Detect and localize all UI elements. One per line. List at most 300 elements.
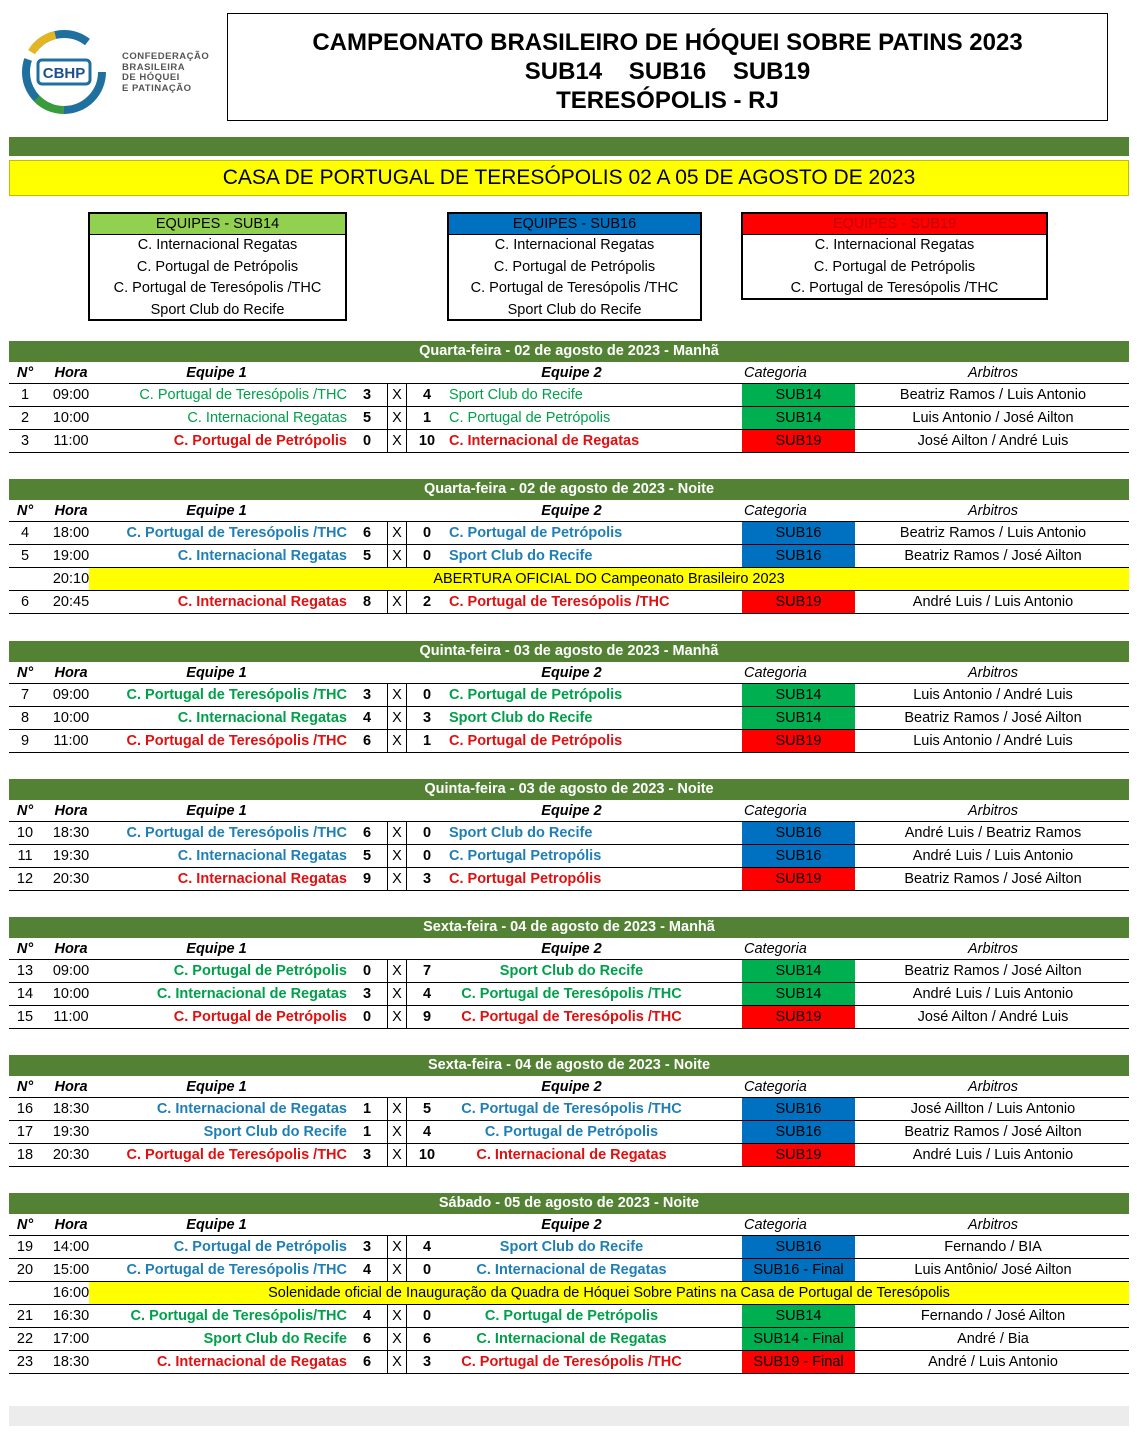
match-row (9, 1098, 1129, 1121)
match-arb: José Aillton / Luis Antonio (910, 1101, 1076, 1117)
match-eq2: Sport Club do Recife (449, 710, 593, 726)
match-n: 23 (16, 1354, 34, 1370)
column-header-num: N° (16, 365, 34, 381)
match-s2: 1 (422, 410, 432, 426)
column-header-cat: Categoria (744, 1217, 807, 1233)
match-cat: SUB14 (742, 1305, 855, 1327)
column-header-row (9, 800, 1129, 822)
team-item: C. Internacional Regatas (814, 237, 975, 253)
match-eq1: C. Portugal de Petrópolis (173, 1009, 347, 1025)
match-x: X (387, 983, 407, 1005)
title-line-3: TERESÓPOLIS - RJ (556, 87, 779, 114)
match-eq2: C. Portugal de Petrópolis (449, 525, 623, 541)
match-s1: 8 (362, 594, 372, 610)
match-eq1: C. Portugal de Teresópolis /THC (126, 825, 347, 841)
match-n: 7 (20, 687, 30, 703)
match-row (9, 1282, 1129, 1305)
match-s1: 0 (362, 433, 372, 449)
match-cat: SUB19 (742, 1006, 855, 1028)
match-row (9, 522, 1129, 545)
match-s2: 0 (422, 848, 432, 864)
match-x: X (387, 822, 407, 844)
match-n: 1 (20, 387, 30, 403)
match-s1: 3 (362, 1239, 372, 1255)
match-eq1: C. Internacional de Regatas (156, 1354, 347, 1370)
match-s2: 0 (422, 548, 432, 564)
match-s2: 0 (422, 1262, 432, 1278)
match-cat: SUB16 (742, 845, 855, 867)
match-row (9, 822, 1129, 845)
column-header-arb: Arbitros (968, 665, 1018, 681)
column-header-eq1: Equipe 1 (186, 503, 247, 519)
match-s2: 7 (422, 963, 432, 979)
column-header-eq2: Equipe 2 (541, 665, 602, 681)
logo-line: CONFEDERAÇÃO (122, 51, 210, 62)
match-s1: 0 (362, 963, 372, 979)
column-header-cat: Categoria (744, 503, 807, 519)
match-arb: José Ailton / André Luis (917, 1009, 1069, 1025)
schedule-section (9, 1193, 1129, 1374)
column-header-eq2: Equipe 2 (541, 1217, 602, 1233)
schedule-section (9, 917, 1129, 1029)
match-row (9, 1328, 1129, 1351)
teams-sub19 (741, 212, 1048, 300)
team-item: C. Portugal de Teresópolis /THC (790, 280, 999, 296)
match-s1: 6 (362, 1354, 372, 1370)
cbhp-logo-icon (20, 28, 108, 116)
match-cat: SUB14 - Final (742, 1328, 855, 1350)
match-eq2: C. Portugal Petropólis (449, 848, 602, 864)
match-row (9, 868, 1129, 891)
match-hora: 16:00 (52, 1285, 90, 1301)
column-header-num: N° (16, 1217, 34, 1233)
match-hora: 18:00 (52, 525, 90, 541)
match-n: 10 (16, 825, 34, 841)
column-header-cat: Categoria (744, 365, 807, 381)
match-eq1: C. Portugal de Teresópolis /THC (126, 687, 347, 703)
match-hora: 11:00 (53, 733, 89, 749)
teams-sub16-header: EQUIPES - SUB16 (449, 214, 700, 235)
match-cat: SUB19 (742, 430, 855, 452)
match-eq2: C. Portugal de Petrópolis (484, 1124, 659, 1140)
match-row (9, 545, 1129, 568)
match-arb: Beatriz Ramos / José Ailton (904, 963, 1082, 979)
match-s1: 4 (362, 1308, 372, 1324)
match-hora: 19:30 (52, 848, 90, 864)
column-header-row (9, 938, 1129, 960)
match-s2: 1 (422, 733, 432, 749)
match-arb: André Luis / Luis Antonio (912, 848, 1074, 864)
column-header-eq1: Equipe 1 (186, 803, 247, 819)
match-eq1: C. Portugal de Teresópolis /THC (126, 733, 347, 749)
match-row (9, 1006, 1129, 1029)
match-s2: 0 (422, 687, 432, 703)
match-arb: André Luis / Beatriz Ramos (904, 825, 1082, 841)
cbhp-logo (20, 28, 215, 118)
column-header-eq2: Equipe 2 (541, 1079, 602, 1095)
column-header-hora: Hora (54, 1217, 88, 1233)
match-x: X (387, 545, 407, 567)
match-n: 12 (16, 871, 34, 887)
match-row (9, 684, 1129, 707)
column-header-hora: Hora (54, 803, 88, 819)
column-header-eq1: Equipe 1 (186, 1079, 247, 1095)
match-hora: 16:30 (52, 1308, 90, 1324)
section-title: Sexta-feira - 04 de agosto de 2023 - Manhã (9, 917, 1129, 938)
match-s2: 5 (422, 1101, 432, 1117)
match-eq2: C. Internacional de Regatas (476, 1331, 667, 1347)
team-item: C. Portugal de Petrópolis (136, 258, 299, 275)
match-row (9, 983, 1129, 1006)
match-arb: André Luis / Luis Antonio (912, 986, 1074, 1002)
match-eq1: C. Internacional Regatas (177, 710, 347, 726)
match-hora: 11:00 (53, 433, 89, 449)
match-n: 6 (20, 594, 30, 610)
match-n: 20 (16, 1262, 34, 1278)
match-x: X (387, 1259, 407, 1281)
match-cat: SUB14 (742, 384, 855, 406)
teams-sub14 (88, 212, 347, 321)
match-s1: 4 (362, 710, 372, 726)
section-title: Quinta-feira - 03 de agosto de 2023 - Noite (9, 779, 1129, 800)
event-banner: Solenidade oficial de Inauguração da Quadra de Hóquei Sobre Patins na Casa de Portugal de Teresópolis (89, 1282, 1129, 1304)
team-item: C. Portugal de Petrópolis (813, 258, 976, 275)
match-n: 2 (20, 410, 30, 426)
match-cat: SUB16 (742, 545, 855, 567)
match-s2: 0 (422, 1308, 432, 1324)
match-cat: SUB16 (742, 522, 855, 544)
match-row (9, 960, 1129, 983)
column-header-num: N° (16, 503, 34, 519)
match-arb: Luis Antonio / André Luis (913, 733, 1073, 749)
column-header-hora: Hora (54, 503, 88, 519)
title-line-2: SUB14 SUB16 SUB19 (524, 58, 811, 85)
match-eq1: C. Internacional Regatas (177, 848, 347, 864)
team-item: C. Internacional Regatas (137, 237, 298, 253)
match-arb: Luis Antonio / André Luis (913, 687, 1073, 703)
column-header-row (9, 362, 1129, 384)
team-item: C. Portugal de Teresópolis /THC (113, 280, 322, 296)
schedule-section (9, 779, 1129, 891)
column-header-row (9, 500, 1129, 522)
match-n: 11 (17, 848, 33, 864)
match-s1: 4 (362, 1262, 372, 1278)
match-hora: 20:30 (52, 871, 90, 887)
match-eq1: C. Internacional Regatas (177, 594, 347, 610)
teams-sub14-header: EQUIPES - SUB14 (90, 214, 345, 235)
match-n: 21 (16, 1308, 34, 1324)
match-x: X (387, 1351, 407, 1373)
column-header-arb: Arbitros (968, 941, 1018, 957)
match-eq2: C. Internacional de Regatas (476, 1147, 667, 1163)
event-banner: ABERTURA OFICIAL DO Campeonato Brasileiro 2023 (89, 568, 1129, 590)
match-row (9, 845, 1129, 868)
match-cat: SUB19 (742, 1144, 855, 1166)
match-n (9, 568, 41, 590)
match-eq2: C. Portugal de Petrópolis (449, 687, 623, 703)
match-s2: 10 (418, 1147, 436, 1163)
green-band (9, 137, 1129, 156)
match-cat: SUB19 (742, 730, 855, 752)
schedule-section (9, 341, 1129, 453)
match-x: X (387, 1144, 407, 1166)
match-eq1: Sport Club do Recife (203, 1331, 347, 1347)
match-s1: 3 (362, 986, 372, 1002)
match-n: 15 (16, 1009, 34, 1025)
match-eq2: C. Portugal de Petrópolis (449, 733, 623, 749)
match-eq1: C. Portugal de Teresópolis /THC (126, 1147, 347, 1163)
match-row (9, 384, 1129, 407)
match-eq2: Sport Club do Recife (499, 1239, 644, 1255)
match-eq1: C. Portugal de Teresópolis /THC (139, 387, 347, 403)
match-cat: SUB16 - Final (742, 1259, 855, 1281)
section-title: Sexta-feira - 04 de agosto de 2023 - Noite (9, 1055, 1129, 1076)
match-row (9, 591, 1129, 614)
match-eq2: C. Portugal de Teresópolis /THC (461, 1009, 682, 1025)
column-header-row (9, 1076, 1129, 1098)
match-eq2: C. Internacional de Regatas (449, 433, 640, 449)
match-cat: SUB14 (742, 407, 855, 429)
match-eq1: C. Internacional Regatas (177, 548, 347, 564)
match-s2: 3 (422, 871, 432, 887)
logo-line: E PATINAÇÃO (122, 82, 192, 94)
match-arb: Beatriz Ramos / José Ailton (904, 548, 1082, 564)
match-n: 4 (20, 525, 30, 541)
column-header-eq2: Equipe 2 (541, 503, 602, 519)
match-x: X (387, 845, 407, 867)
match-cat: SUB16 (742, 1236, 855, 1258)
match-x: X (387, 1006, 407, 1028)
match-row (9, 430, 1129, 453)
match-eq2: C. Portugal de Petrópolis (484, 1308, 659, 1324)
match-eq2: C. Portugal de Petrópolis (449, 410, 611, 426)
match-arb: Luis Antonio / José Ailton (912, 410, 1074, 426)
match-arb: André Luis / Luis Antonio (912, 1147, 1074, 1163)
match-x: X (387, 1305, 407, 1327)
match-arb: Beatriz Ramos / Luis Antonio (899, 387, 1087, 403)
column-header-eq1: Equipe 1 (186, 1217, 247, 1233)
column-header-row (9, 662, 1129, 684)
match-arb: Beatriz Ramos / José Ailton (904, 871, 1082, 887)
match-arb: Beatriz Ramos / José Ailton (904, 710, 1082, 726)
match-x: X (387, 1098, 407, 1120)
column-header-hora: Hora (54, 941, 88, 957)
match-eq1: C. Portugal de Petrópolis (173, 1239, 347, 1255)
column-header-hora: Hora (54, 1079, 88, 1095)
match-eq1: C. Internacional de Regatas (156, 986, 347, 1002)
match-eq2: Sport Club do Recife (449, 387, 583, 403)
match-hora: 14:00 (52, 1239, 90, 1255)
match-s2: 0 (422, 825, 432, 841)
column-header-hora: Hora (54, 365, 88, 381)
column-header-eq1: Equipe 1 (186, 365, 247, 381)
match-n: 3 (20, 433, 30, 449)
match-s1: 3 (362, 387, 372, 403)
match-row (9, 568, 1129, 591)
logo-abbr: CBHP (42, 65, 86, 82)
match-s2: 4 (422, 387, 432, 403)
match-hora: 20:10 (52, 571, 90, 587)
venue-banner: CASA DE PORTUGAL DE TERESÓPOLIS 02 A 05 DE AGOSTO DE 2023 (9, 160, 1129, 196)
column-header-eq2: Equipe 2 (541, 941, 602, 957)
column-header-cat: Categoria (744, 665, 807, 681)
match-eq1: C. Portugal de Petrópolis (173, 433, 347, 449)
match-s1: 3 (362, 687, 372, 703)
match-x: X (387, 407, 407, 429)
match-eq2: C. Portugal de Teresópolis /THC (449, 594, 670, 610)
team-item: Sport Club do Recife (507, 301, 642, 318)
match-row (9, 1144, 1129, 1167)
schedule-section (9, 479, 1129, 614)
document-title (227, 13, 1108, 121)
match-x: X (387, 522, 407, 544)
match-row (9, 1236, 1129, 1259)
match-row (9, 1351, 1129, 1374)
section-title: Quinta-feira - 03 de agosto de 2023 - Manhã (9, 641, 1129, 662)
match-eq2: C. Portugal de Teresópolis /THC (461, 1354, 682, 1370)
match-s1: 9 (362, 871, 372, 887)
match-eq2: C. Internacional de Regatas (476, 1262, 667, 1278)
match-arb: José Ailton / André Luis (917, 433, 1069, 449)
match-arb: Fernando / José Ailton (920, 1308, 1066, 1324)
match-n (9, 1282, 41, 1304)
section-title: Sábado - 05 de agosto de 2023 - Noite (9, 1193, 1129, 1214)
match-s1: 6 (362, 1331, 372, 1347)
match-cat: SUB14 (742, 960, 855, 982)
schedule-section (9, 641, 1129, 753)
column-header-num: N° (16, 803, 34, 819)
match-hora: 10:00 (52, 986, 90, 1002)
teams-sub19-header: EQUIPES - SUB19 (743, 214, 1046, 235)
match-hora: 18:30 (52, 1101, 90, 1117)
match-x: X (387, 960, 407, 982)
match-eq2: Sport Club do Recife (499, 963, 644, 979)
match-row (9, 730, 1129, 753)
match-hora: 09:00 (52, 687, 90, 703)
match-hora: 20:30 (52, 1147, 90, 1163)
match-s1: 5 (362, 410, 372, 426)
title-line-1: CAMPEONATO BRASILEIRO DE HÓQUEI SOBRE PATINS 2023 (312, 29, 1023, 56)
column-header-cat: Categoria (744, 941, 807, 957)
match-n: 19 (16, 1239, 34, 1255)
match-s1: 3 (362, 1147, 372, 1163)
match-x: X (387, 868, 407, 890)
column-header-num: N° (16, 941, 34, 957)
match-x: X (387, 384, 407, 406)
column-header-arb: Arbitros (968, 503, 1018, 519)
column-header-arb: Arbitros (968, 1079, 1018, 1095)
column-header-eq2: Equipe 2 (541, 803, 602, 819)
teams-sub16 (447, 212, 702, 321)
match-eq1: C. Portugal de Teresópolis /THC (126, 525, 347, 541)
match-n: 5 (20, 548, 30, 564)
column-header-cat: Categoria (744, 1079, 807, 1095)
match-cat: SUB19 - Final (742, 1351, 855, 1373)
match-cat: SUB16 (742, 1098, 855, 1120)
match-s1: 1 (362, 1124, 372, 1140)
match-s1: 6 (362, 525, 372, 541)
match-eq1: C. Portugal de Teresópolis/THC (130, 1308, 347, 1324)
match-eq2: C. Portugal de Teresópolis /THC (461, 986, 682, 1002)
match-n: 8 (20, 710, 30, 726)
team-item: C. Portugal de Teresópolis /THC (470, 280, 679, 296)
match-s2: 6 (422, 1331, 432, 1347)
match-s2: 4 (422, 1239, 432, 1255)
column-header-num: N° (16, 1079, 34, 1095)
match-eq2: Sport Club do Recife (449, 548, 593, 564)
match-s1: 5 (362, 548, 372, 564)
column-header-hora: Hora (54, 665, 88, 681)
match-s1: 6 (362, 733, 372, 749)
match-x: X (387, 684, 407, 706)
logo-text (122, 52, 209, 94)
match-s2: 2 (422, 594, 432, 610)
match-n: 13 (16, 963, 34, 979)
match-s2: 10 (418, 433, 436, 449)
match-s2: 0 (422, 525, 432, 541)
match-s1: 1 (362, 1101, 372, 1117)
match-eq1: C. Portugal de Petrópolis (173, 963, 347, 979)
match-n: 22 (16, 1331, 34, 1347)
match-arb: André Luis / Luis Antonio (912, 594, 1074, 610)
logo-line: DE HÓQUEI (122, 72, 180, 83)
match-arb: André / Bia (957, 1331, 1029, 1347)
match-eq1: C. Portugal de Teresópolis /THC (126, 1262, 347, 1278)
match-cat: SUB16 (742, 1121, 855, 1143)
match-s1: 0 (362, 1009, 372, 1025)
match-hora: 19:30 (52, 1124, 90, 1140)
match-arb: André / Luis Antonio (928, 1354, 1058, 1370)
match-hora: 09:00 (52, 963, 90, 979)
match-x: X (387, 430, 407, 452)
match-eq2: C. Portugal Petropólis (449, 871, 602, 887)
match-s2: 3 (422, 1354, 432, 1370)
match-cat: SUB14 (742, 684, 855, 706)
match-s1: 5 (362, 848, 372, 864)
match-n: 17 (16, 1124, 34, 1140)
column-header-eq2: Equipe 2 (541, 365, 602, 381)
match-s2: 3 (422, 710, 432, 726)
match-x: X (387, 1121, 407, 1143)
match-hora: 18:30 (52, 1354, 90, 1370)
match-hora: 10:00 (52, 710, 90, 726)
match-eq1: C. Internacional de Regatas (156, 1101, 347, 1117)
match-cat: SUB19 (742, 868, 855, 890)
match-hora: 11:00 (53, 1009, 89, 1025)
match-eq1: C. Internacional Regatas (187, 410, 347, 426)
match-hora: 15:00 (52, 1262, 90, 1278)
match-arb: Beatriz Ramos / José Ailton (904, 1124, 1082, 1140)
match-hora: 20:45 (52, 594, 90, 610)
schedule-section (9, 1055, 1129, 1167)
match-row (9, 707, 1129, 730)
match-cat: SUB14 (742, 707, 855, 729)
match-row (9, 407, 1129, 430)
match-cat: SUB19 (742, 591, 855, 613)
column-header-row (9, 1214, 1129, 1236)
match-n: 9 (20, 733, 30, 749)
column-header-arb: Arbitros (968, 803, 1018, 819)
match-hora: 09:00 (52, 387, 90, 403)
match-row (9, 1121, 1129, 1144)
bottom-band (9, 1406, 1129, 1426)
match-x: X (387, 1236, 407, 1258)
match-eq2: Sport Club do Recife (449, 825, 593, 841)
match-row (9, 1259, 1129, 1282)
column-header-arb: Arbitros (968, 365, 1018, 381)
section-title: Quarta-feira - 02 de agosto de 2023 - Noite (9, 479, 1129, 500)
match-hora: 17:00 (52, 1331, 90, 1347)
